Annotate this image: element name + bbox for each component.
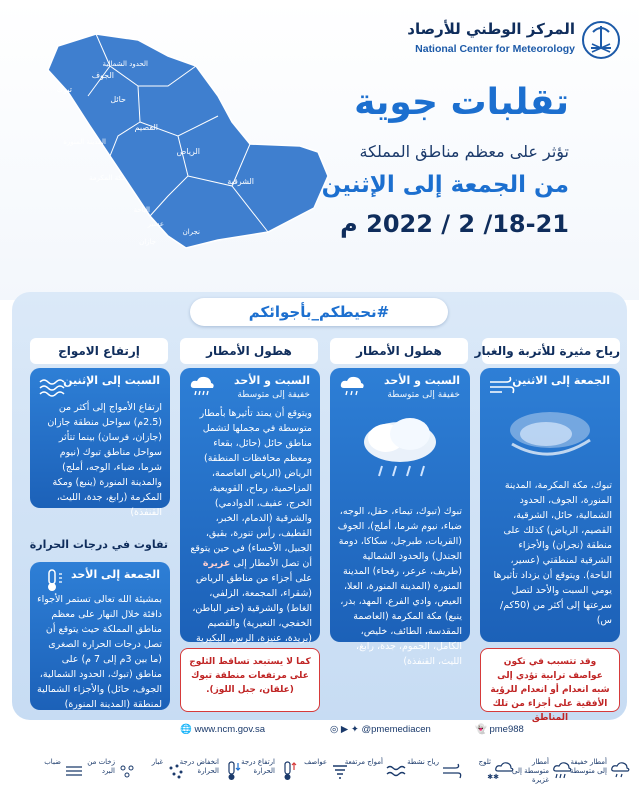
website-link[interactable] — [180, 724, 265, 735]
rain-heavy-days: السبت و الأحد — [234, 374, 310, 387]
rain-moderate-text: تبوك (تبوك، تيماء، حقل، الوجه، ضباء، نيوم شرما، أملج)، الجوف (القريات، طبرجل، سكاكا، دومة الجندل) والحدود الشمالية (طريف، عرعر، رفحاء) المدينة المنورة (المدينة المنورة، العلا، العيص، وادي الفرع، المهد، بدر، ينبع) مكة المكرمة (العاصمة المقدسة، الطائف، خليص، الكامل، الجموم، جدة، رابغ، الليث، القنفذة) — [337, 506, 462, 667]
hail-icon — [117, 760, 139, 782]
globe-icon: 🌐 — [180, 724, 195, 735]
legend-item — [87, 752, 139, 796]
saudi-map — [18, 26, 338, 254]
legend-item — [570, 752, 631, 796]
snap-text: pme988 — [489, 724, 524, 735]
map-label: تبوك — [56, 85, 72, 94]
legend-label: عواصف — [304, 758, 327, 766]
map-label: نجران — [182, 228, 200, 236]
map-label: الرياض — [176, 147, 200, 156]
map-label: جازان — [139, 238, 156, 246]
waves-days: السبت إلى الإثنين — [63, 374, 160, 387]
map-label: الباحة — [133, 206, 150, 214]
fog-icon — [63, 760, 85, 782]
waves-icon — [38, 374, 66, 398]
snapchat-handle[interactable] — [475, 724, 524, 735]
col-title-waves: إرتفاع الامواج — [30, 338, 168, 364]
col-title-rain-heavy: هطول الأمطار — [180, 338, 318, 364]
heavy-word: غزيرة — [202, 558, 231, 569]
dust-panel — [480, 368, 620, 642]
org-name-english: National Center for Meteorology — [415, 43, 575, 55]
legend-label: ارتفاع درجة الحرارة — [241, 758, 275, 775]
waves-text: ارتفاع الأمواج إلى أكثر من (2.5م) سواحل منطقة جازان (جازان، فرسان) بينما تتأثر سواحل مناطق تبوك (نيوم شرما، ضباء، الوجه، أملج) والمدينة المنورة (ينبع) ومكة المكرمة (رابغ، جدة، الليث، القنفذة) — [47, 402, 162, 518]
temp-days: الجمعة إلى الأحد — [70, 568, 160, 581]
light-rain-icon — [338, 374, 366, 398]
legend-label: زخات من البرد — [87, 758, 115, 775]
legend-label: أمطار خفيفة إلى متوسطة — [570, 758, 607, 775]
legend — [0, 748, 639, 800]
map-label: الجوف — [91, 71, 114, 80]
svg-text:✱✱: ✱✱ — [487, 773, 499, 781]
legend-item — [465, 752, 515, 796]
thermometer-icon — [38, 568, 66, 592]
legend-item — [25, 752, 85, 796]
legend-item — [512, 752, 573, 796]
storm-icon — [329, 760, 351, 782]
dust-note: وقد تتسبب في تكون عواصف ترابية تؤدي إلى شبه انعدام أو انعدام للرؤية الأفقية على أجزاء من تلك المناطق — [480, 648, 620, 712]
website-text: www.ncm.gov.sa — [194, 724, 266, 735]
rain-heavy-text — [186, 406, 312, 661]
rain-moderate-intensity: خفيفة إلى متوسطة — [387, 390, 460, 400]
light-rain-icon — [609, 760, 631, 782]
map-label: القصيم — [134, 123, 158, 132]
page-title: تقلبات جوية — [354, 82, 569, 123]
legend-item — [409, 752, 463, 796]
dust-icon — [165, 760, 187, 782]
col-title-dust: رياح مثيرة للأتربة والغبار — [482, 338, 620, 364]
rain-heavy-text-b: على أجزاء من مناطق الرياض (شقراء، المجمعة، الزلفي، الغاط) والشرقية (حفر الباطن، الخفجي، النعيرية) والقصيم (بريدة، عنيزة، الرس، البكيرية — [192, 573, 312, 644]
temp-up-icon — [277, 760, 299, 782]
rain-heavy-intensity: خفيفة إلى متوسطة — [237, 390, 310, 400]
legend-label: غبار — [151, 758, 163, 766]
legend-item — [241, 752, 299, 796]
days-range: من الجمعة إلى الإثنين — [321, 172, 569, 198]
legend-label: رياح نشطة — [407, 758, 439, 766]
map-label: الحدود الشمالية — [102, 60, 148, 68]
legend-item — [179, 752, 243, 796]
legend-label: ضباب — [44, 758, 61, 766]
legend-item — [344, 752, 407, 796]
page-subtitle: تؤثر على معظم مناطق المملكة — [359, 142, 569, 161]
dust-text: تبوك، مكة المكرمة، المدينة المنورة، الجوف، الحدود الشمالية، حائل، الشرقية، القصيم، الرياض) كذلك على منطقة (نجران) والأجزاء الشرقية لمنطقتي (عسير، الباحة). ويتوقع أن يزداد تأثيرها يومي السبت والأحد لتصل سرعتها إلى أكثر من (50كم/س) — [493, 480, 612, 626]
temp-panel — [30, 562, 170, 710]
header-area — [0, 0, 639, 300]
ncm-logo — [371, 16, 621, 66]
social-handle[interactable] — [330, 724, 431, 735]
legend-label: أمواج مرتفعة — [344, 758, 383, 766]
map-label: عسير — [147, 220, 164, 228]
hashtag-badge: #نحيطكم_بأجوائكم — [190, 298, 448, 326]
legend-label: انخفاض درجة الحرارة — [179, 758, 219, 775]
rain-cloud-illustration — [352, 410, 448, 486]
dust-swirl-icon — [502, 400, 598, 472]
temp-text: بمشيئة الله تعالى تستمر الأجواء دافئة خلال النهار على معظم مناطق المملكة حيث يتوقع أن تصل درجات الحرارة الصغرى (ما بين 3م إلى 7 م) على مناطق (تبوك، الحدود الشمالية، الجوف، حائل) والأجزاء الشمالية لمنطقة (المدينة المنورة) — [37, 594, 162, 710]
social-text: @pmemediacen — [361, 724, 431, 735]
snow-icon — [487, 760, 515, 782]
waves-panel — [30, 368, 170, 518]
snapchat-icon: 👻 — [475, 724, 490, 735]
org-name-arabic: المركز الوطني للأرصاد — [407, 20, 575, 38]
rain-moderate-panel — [330, 368, 470, 667]
col-title-rain-moderate: هطول الأمطار — [330, 338, 468, 364]
map-label: المدينة المنورة — [63, 138, 106, 146]
wind-icon — [441, 760, 463, 782]
social-icons: ◎ ▶ ✦ — [330, 724, 362, 735]
legend-item — [301, 752, 351, 796]
legend-label: أمطار متوسطة إلى غزيرة — [512, 758, 549, 784]
date-range: 18-21/ 2 / 2022 م — [340, 210, 569, 238]
legend-label: ثلوج — [478, 758, 491, 766]
map-label: الشرقية — [227, 177, 254, 186]
temp-section-title: تفاوت في درجات الحرارة — [29, 538, 168, 551]
footer — [0, 720, 639, 742]
rain-heavy-panel — [180, 368, 320, 642]
dust-days: الجمعة إلى الاثنين — [512, 374, 610, 387]
rain-heavy-text-a: ويتوقع أن يمتد تأثيرها بأمطار متوسطة في مجملها لتشمل مناطق حائل (حائل، بقعاء ومعظم محافظات المنطقة) الرياض (الرياض العاصمة، المزاحمية، رماح، القويعية، الخرج، عفيف، الدوادمي) والشرقية (الدمام، الخبر، القطيف، رأس تنورة، بقيق، الجبيل، الأحساء) في حين يتوقع أن تصل الأمطار إلى — [190, 408, 312, 569]
map-label: حائل — [110, 95, 126, 104]
waves-icon — [385, 760, 407, 782]
heavy-rain-icon — [188, 374, 216, 398]
map-label: مكة المكرمة — [89, 174, 126, 182]
heavy-rain-icon — [551, 760, 573, 782]
snow-note: كما لا يستبعد تساقط الثلوج على مرتفعات منطقة تبوك (علقان، جبل اللوز). — [180, 648, 320, 712]
palm-swords-emblem-icon — [581, 18, 621, 62]
legend-item — [141, 752, 187, 796]
temp-down-icon — [221, 760, 243, 782]
rain-moderate-days: السبت و الأحد — [384, 374, 460, 387]
